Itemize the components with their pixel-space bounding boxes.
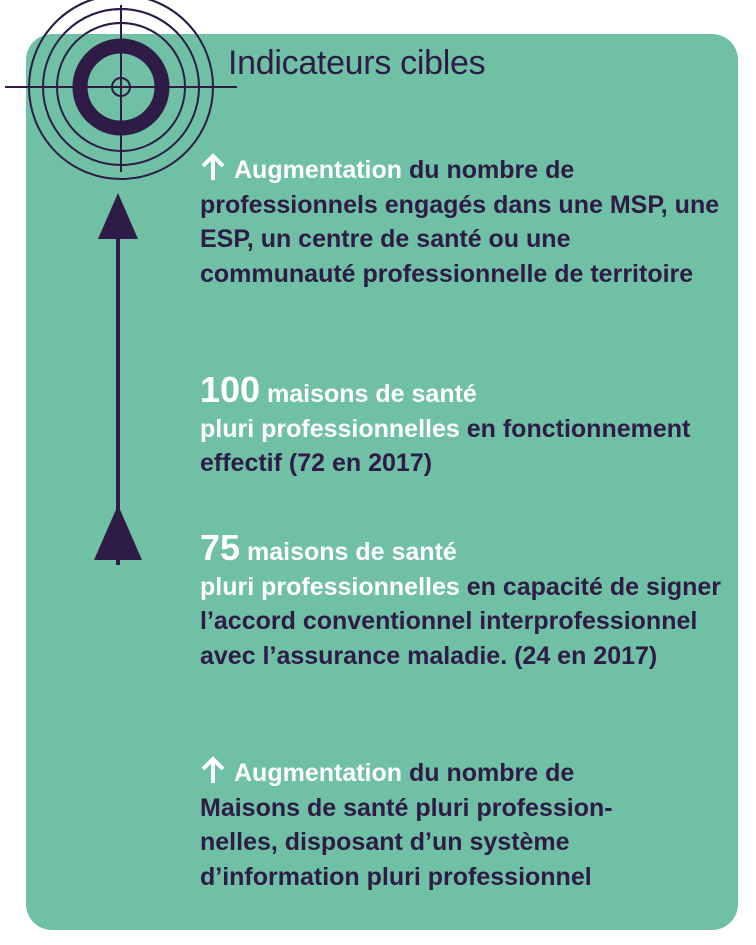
- indicator-lead: maisons de santé: [247, 538, 457, 566]
- indicator-item: [200, 527, 730, 673]
- indicator-lead: pluri professionnelles: [200, 414, 460, 443]
- indicator-text: d’information pluri professionnel: [200, 862, 592, 891]
- arrow-up-icon: [200, 756, 226, 784]
- indicator-item: [200, 369, 730, 481]
- indicator-text: du nombre de professionnels engagés dans une MSP, une ESP, un centre de santé ou une communauté professionnelle de territoire: [200, 156, 720, 288]
- indicator-number: 100: [200, 369, 261, 410]
- indicator-text: en capacité de signer l’accord conventionnel interprofessionnel avec l’assurance maladie. (24 en 2017): [200, 572, 722, 670]
- indicator-lead: pluri professionnelles: [200, 572, 460, 601]
- indicator-text: du nombre de: [409, 759, 575, 787]
- indicator-text: Maisons de santé pluri profession-: [200, 793, 613, 822]
- indicator-lead: maisons de santé: [267, 380, 477, 408]
- indicator-text: en fonctionnement effectif (72 en 2017): [200, 414, 691, 477]
- indicator-item: [200, 153, 730, 291]
- page-title: Indicateurs cibles: [228, 44, 486, 82]
- indicator-lead: Augmentation: [234, 759, 403, 787]
- indicator-text: nelles, disposant d’un système: [200, 828, 570, 856]
- indicator-item: [200, 756, 730, 894]
- indicator-lead: Augmentation: [234, 156, 403, 184]
- arrow-up-icon: [200, 153, 226, 181]
- indicator-number: 75: [200, 527, 241, 568]
- double-arrow-icon: [80, 185, 160, 575]
